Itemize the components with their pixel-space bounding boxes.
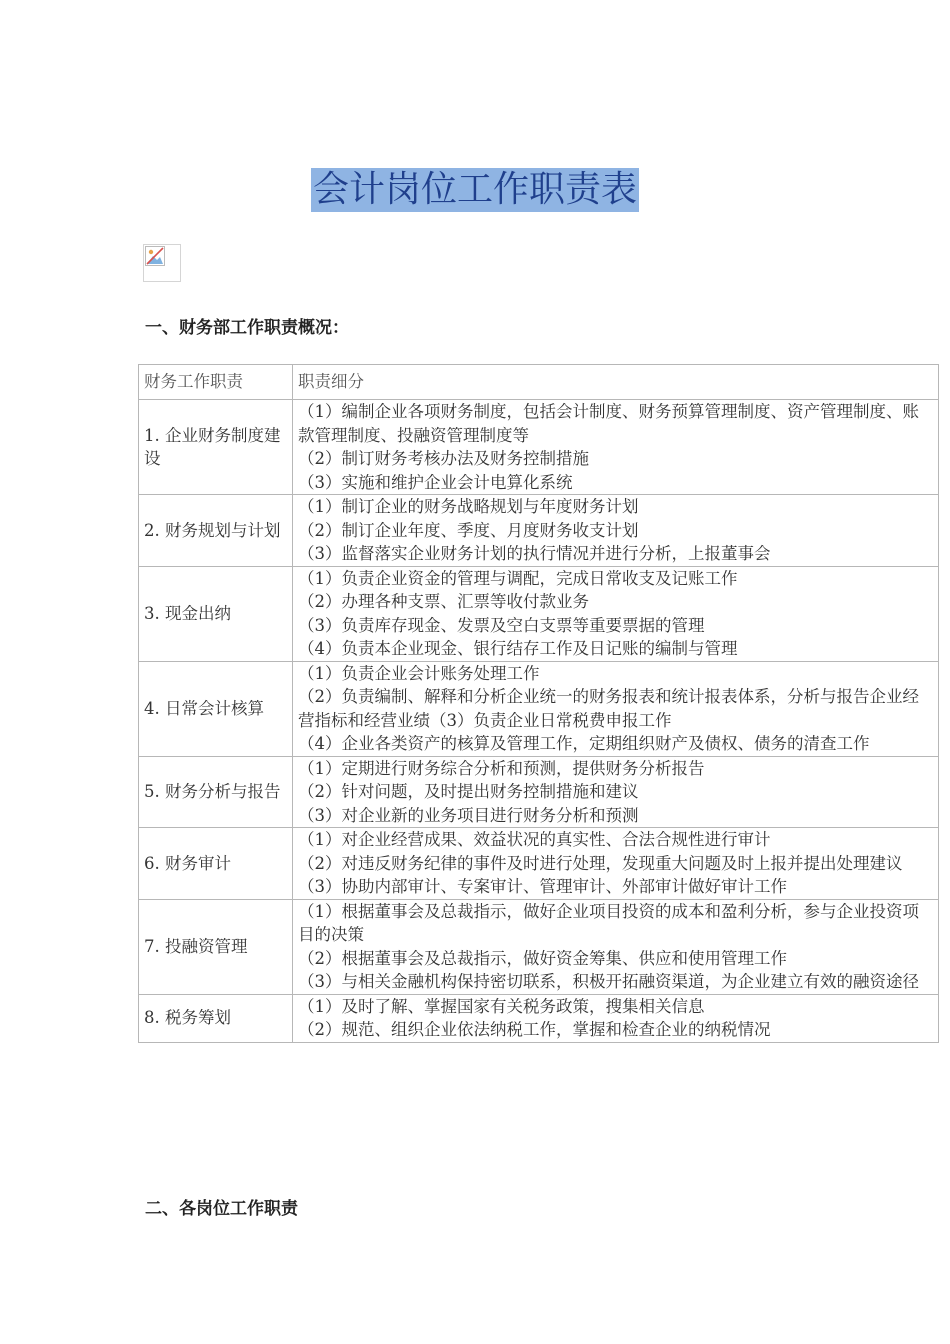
table-row: [139, 899, 939, 994]
table-row: [139, 661, 939, 756]
detail-item: （1）编制企业各项财务制度，包括会计制度、财务预算管理制度、资产管理制度、账款管理制度、投融资管理制度等: [298, 402, 919, 445]
duty-detail: [293, 899, 939, 994]
page-title: [0, 168, 950, 212]
detail-item: （1）及时了解、掌握国家有关税务政策，搜集相关信息: [298, 996, 705, 1016]
section-heading-positions: 二、各岗位工作职责: [145, 1199, 298, 1219]
duty-name: 4. 日常会计核算: [139, 661, 293, 756]
detail-item: （4）企业各类资产的核算及管理工作，定期组织财产及债权、债务的清查工作: [298, 734, 870, 753]
detail-item: （3）与相关金融机构保持密切联系，积极开拓融资渠道，为企业建立有效的融资途径: [298, 972, 919, 991]
detail-item: （2）规范、组织企业依法纳税工作，掌握和检查企业的纳税情况: [298, 1020, 771, 1039]
detail-item: （2）制订财务考核办法及财务控制措施: [298, 449, 589, 468]
detail-item: （1）根据董事会及总裁指示，做好企业项目投资的成本和盈利分析，参与企业投资项目的决策: [298, 901, 919, 944]
table-row: [139, 994, 939, 1042]
detail-item: （2）负责编制、解释和分析企业统一的财务报表和统计报表体系，分析与报告企业经营指标和经营业绩（3）负责企业日常税费申报工作: [298, 687, 919, 730]
table-row: [139, 566, 939, 661]
table-header-row: [139, 365, 939, 400]
detail-item: （3）对企业新的业务项目进行财务分析和预测: [298, 805, 639, 825]
detail-item: （1）制订企业的财务战略规划与年度财务计划: [298, 497, 639, 516]
duty-name: 8. 税务筹划: [139, 994, 293, 1042]
duty-detail: [293, 495, 939, 567]
detail-item: （2）针对问题，及时提出财务控制措施和建议: [298, 782, 639, 801]
duty-name: 7. 投融资管理: [139, 899, 293, 994]
duty-detail: [293, 828, 939, 900]
duty-name: 2. 财务规划与计划: [139, 495, 293, 567]
page-title-text: 会计岗位工作职责表: [312, 169, 637, 210]
detail-item: （3）负责库存现金、发票及空白支票等重要票据的管理: [298, 615, 705, 635]
detail-item: （1）负责企业会计账务处理工作: [298, 663, 540, 683]
detail-item: （1）对企业经营成果、效益状况的真实性、合法合规性进行审计: [298, 830, 771, 849]
table-row: [139, 828, 939, 900]
section-heading-overview: 一、财务部工作职责概况：: [145, 318, 349, 338]
detail-item: （3）实施和维护企业会计电算化系统: [298, 472, 573, 492]
table-row: [139, 495, 939, 567]
duty-detail: [293, 756, 939, 828]
table-row: [139, 400, 939, 495]
duty-name: 1. 企业财务制度建设: [139, 400, 293, 495]
detail-item: （1）定期进行财务综合分析和预测，提供财务分析报告: [298, 758, 705, 778]
table-row: [139, 756, 939, 828]
duty-name: 6. 财务审计: [139, 828, 293, 900]
duty-name: 5. 财务分析与报告: [139, 756, 293, 828]
header-duty: 财务工作职责: [139, 365, 293, 400]
header-detail: 职责细分: [293, 365, 939, 400]
detail-item: （1）负责企业资金的管理与调配，完成日常收支及记账工作: [298, 568, 738, 588]
detail-item: （2）办理各种支票、汇票等收付款业务: [298, 592, 589, 611]
duty-detail: [293, 400, 939, 495]
detail-item: （2）制订企业年度、季度、月度财务收支计划: [298, 520, 639, 540]
detail-item: （2）对违反财务纪律的事件及时进行处理，发现重大问题及时上报并提出处理建议: [298, 853, 903, 873]
detail-item: （2）根据董事会及总裁指示，做好资金筹集、供应和使用管理工作: [298, 948, 787, 968]
broken-image-icon: [143, 244, 181, 282]
duty-detail: [293, 994, 939, 1042]
duty-detail: [293, 566, 939, 661]
detail-item: （3）监督落实企业财务计划的执行情况并进行分析，上报董事会: [298, 544, 771, 563]
duty-name: 3. 现金出纳: [139, 566, 293, 661]
detail-item: （4）负责本企业现金、银行结存工作及日记账的编制与管理: [298, 639, 738, 658]
detail-item: （3）协助内部审计、专案审计、管理审计、外部审计做好审计工作: [298, 877, 787, 896]
duty-detail: [293, 661, 939, 756]
duties-table: [138, 364, 939, 1043]
